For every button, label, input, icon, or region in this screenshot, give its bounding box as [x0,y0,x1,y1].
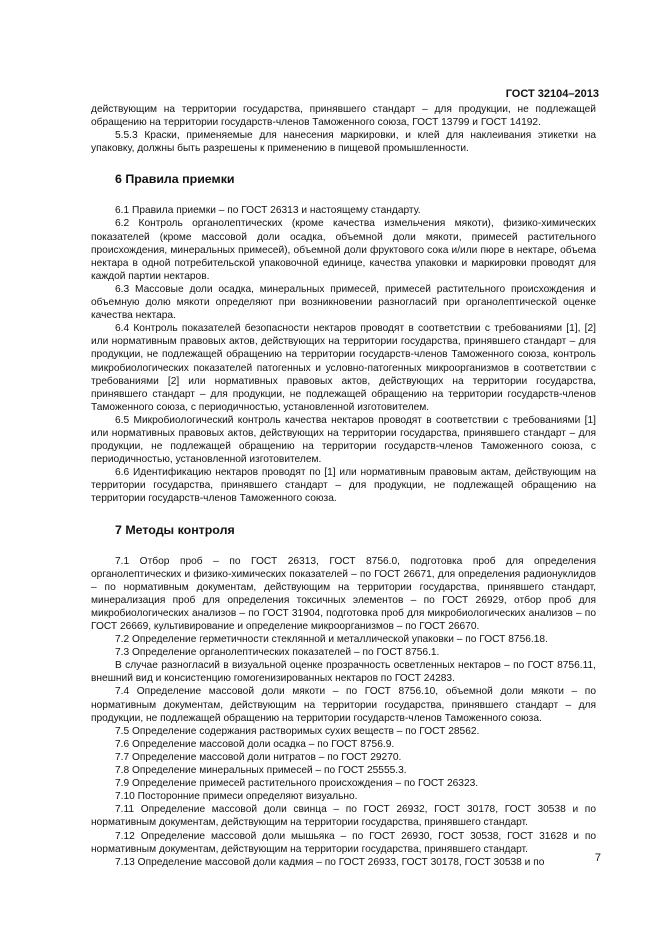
paragraph-7-13: 7.13 Определение массовой доли кадмия – по ГОСТ 26933, ГОСТ 30178, ГОСТ 30538 и по [115,856,545,868]
paragraph-6-5: 6.5 Микробиологический контроль качества нектаров проводят в соответствии с требованиями [1] или нормативных правовых актов, действующих на территории государства, принявшего стандарт – для продукции, не подлежащей обращению на территории государств-членов Таможенного союза, с периодичностью, установленной изготовителем. [91,414,596,466]
paragraph-7-3: 7.3 Определение органолептических показателей – по ГОСТ 8756.1. [115,647,440,659]
paragraph-7-10: 7.10 Посторонние примеси определяют визуально. [115,791,358,803]
paragraph-6-2: 6.2 Контроль органолептических (кроме качества измельчения мякоти), физико-химических показателей (кроме массовой доли осадка, объемной доли мякоти, примесей растительного происхождения, минеральных примесей), объемной доли фруктового сока и/или пюре в нектаре, объема нектара в одной потребительской упаковочной единице, качества упаковки и маркировки проводят для каждой партии нектаров. [91,218,596,282]
paragraph-6-6: 6.6 Идентификацию нектаров проводят по [1] или нормативным правовым актам, действующим на территории государства, принявшего стандарт – для продукции, не подлежащей обращению на территории государств-членов Таможенного союза. [91,467,596,505]
paragraph-7-7: 7.7 Определение массовой доли нитратов – по ГОСТ 29270. [115,751,402,763]
paragraph-7-3-note: В случае разногласий в визуальной оценке прозрачность осветленных нектаров – по ГОСТ 8756.11, внешний вид и консистенцию гомогенизированных нектаров по ГОСТ 24283. [91,660,596,685]
document-code: ГОСТ 32104–2013 [505,88,599,100]
paragraph-7-8: 7.8 Определение минеральных примесей – по ГОСТ 25555.3. [115,765,407,777]
paragraph-7-6: 7.6 Определение массовой доли осадка – по ГОСТ 8756.9. [115,738,395,750]
paragraph-7-4: 7.4 Определение массовой доли мякоти – по ГОСТ 8756.10, объемной доли мякоти – по нормативным документам, действующим на территории государства, принявшего стандарт – для продукции, не подлежащей обращению на территории государств-членов Таможенного союза. [91,686,596,724]
section-7-heading: 7 Методы контроля [115,522,235,537]
paragraph-6-1: 6.1 Правила приемки – по ГОСТ 26313 и настоящему стандарту. [115,205,421,217]
paragraph-7-1: 7.1 Отбор проб – по ГОСТ 26313, ГОСТ 8756.0, подготовка проб для определения органолептических и физико-химических показателей – по ГОСТ 26671, для определения радионуклидов – по нормативным документам, действующим на территории государства, принявшего стандарт, минерализация проб для определения токсичных элементов – по ГОСТ 26929, отбор проб для микробиологических анализов – по ГОСТ 31904, подготовка проб для микробиологических анализов – по ГОСТ 26669, культивирование и определение микроорганизмов – по ГОСТ 26670. [91,555,596,632]
page-number: 7 [594,852,601,864]
paragraph-7-11: 7.11 Определение массовой доли свинца – по ГОСТ 26932, ГОСТ 30178, ГОСТ 30538 и по нормативным документам, действующим на территории государства, принявшего стандарт. [91,804,596,829]
paragraph-7-9: 7.9 Определение примесей растительного происхождения – по ГОСТ 26323. [115,778,479,790]
page-content [91,103,596,869]
paragraph-6-3: 6.3 Массовые доли осадка, минеральных примесей, примесей растительного происхождения и объемную долю мякоти определяют при возникновении разногласий при органолептической оценке качества нектара. [91,283,596,322]
paragraph-5-5-3: 5.5.3 Краски, применяемые для нанесения маркировки, и клей для наклеивания этикетки на упаковку, должны быть разрешены к применению в пищевой промышленности. [91,130,596,155]
paragraph-7-5: 7.5 Определение содержания растворимых сухих веществ – по ГОСТ 28562. [115,725,480,737]
paragraph-continuation: действующим на территории государства, принявшего стандарт – для продукции, не подлежащей обращению на территории государств-членов Таможенного союза, ГОСТ 13799 и ГОСТ 14192. [91,104,596,129]
section-6-heading: 6 Правила приемки [115,172,235,187]
paragraph-7-2: 7.2 Определение герметичности стеклянной и металлической упаковки – по ГОСТ 8756.18. [115,634,548,646]
paragraph-7-12: 7.12 Определение массовой доли мышьяка – по ГОСТ 26930, ГОСТ 30538, ГОСТ 31628 и по нормативным документам, действующим на территории государства, принявшего стандарт. [91,830,596,855]
paragraph-6-4: 6.4 Контроль показателей безопасности нектаров проводят в соответствии с требованиями [1], [2] или нормативным правовых актов, действующих на территории государства, принявшего стандарт – для продукции, не подлежащей обращению на территории государств-членов Таможенного союза, контроль микробиологических показателей патогенных и условно-патогенных микроорганизмов в соответствии с требованиями [2] или нормативных правовых актов, действующих на территории государства, принявшего стандарт – для продукции, не подлежащей обращению на территории государств-членов Таможенного союза, с периодичностью, установленной изготовителем. [91,323,596,413]
